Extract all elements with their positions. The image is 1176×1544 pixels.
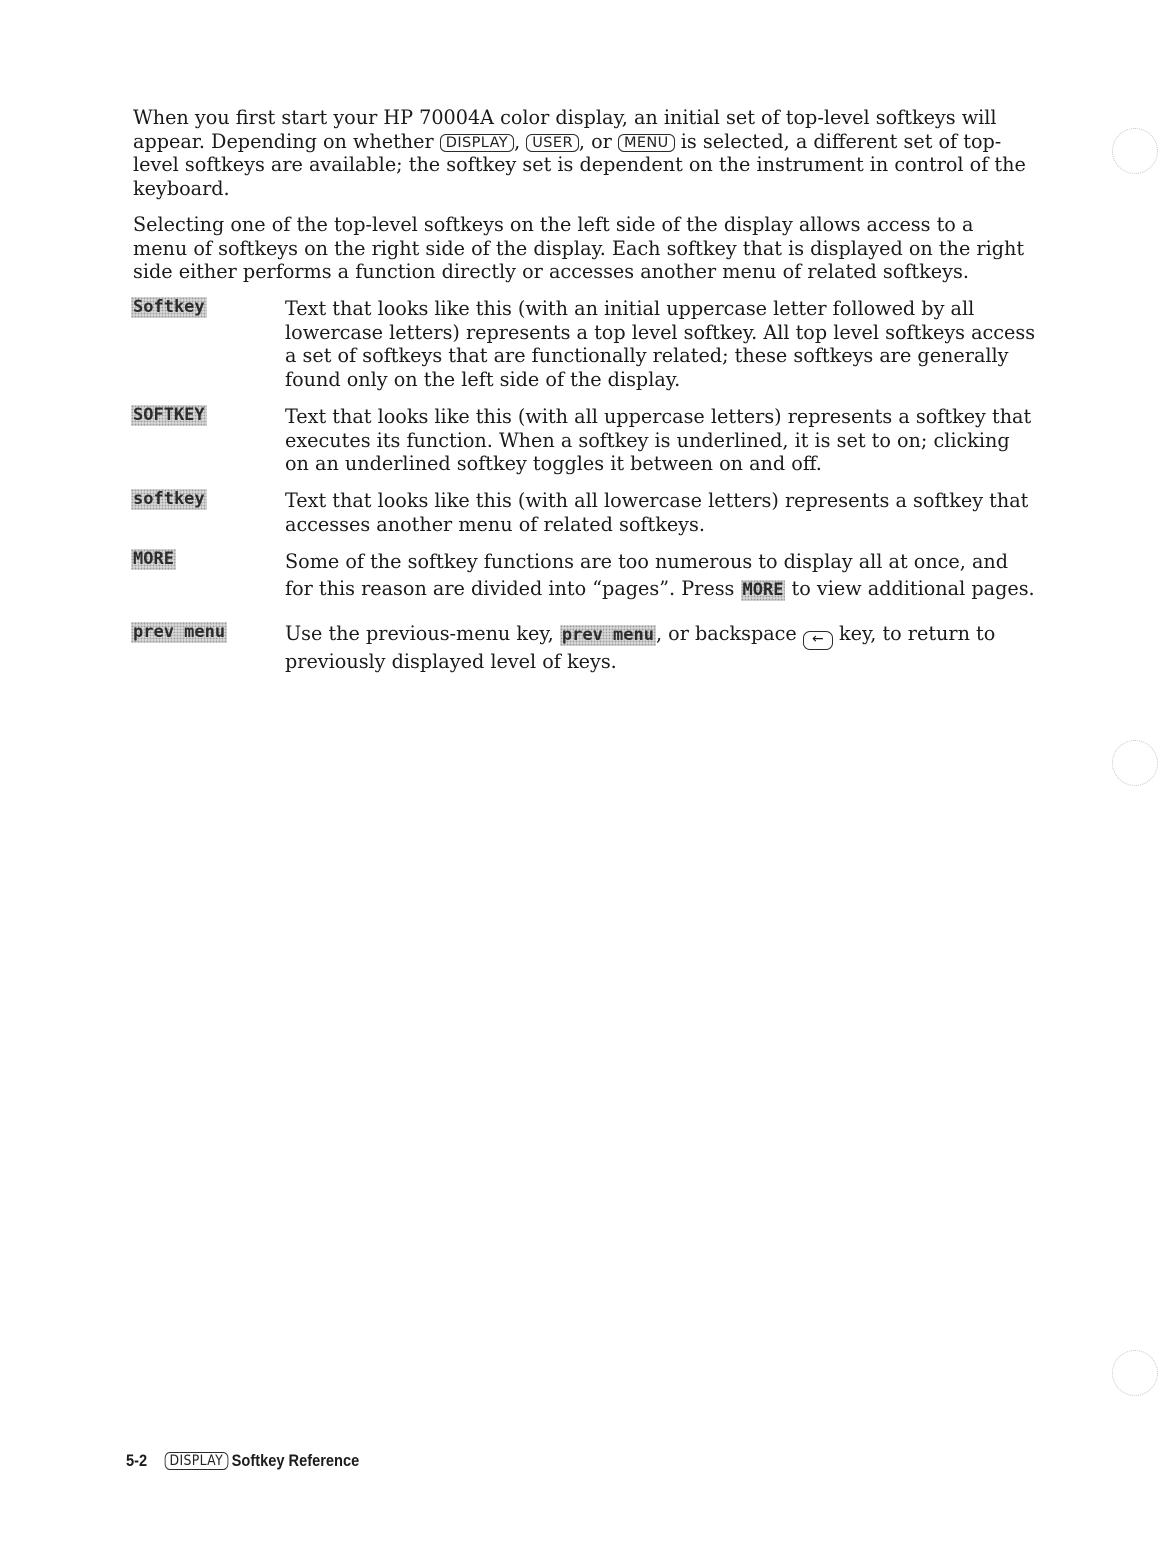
definition-prev-menu	[285, 622, 1037, 674]
footer-display-hardkey: DISPLAY	[164, 1452, 228, 1470]
intro-text: , or	[578, 129, 618, 153]
footer-title: Softkey Reference	[231, 1451, 360, 1470]
term-softkey-top-level: Softkey	[133, 297, 205, 317]
definition-more	[285, 548, 1037, 602]
intro-text: ,	[514, 129, 527, 153]
term-more: MORE	[133, 549, 174, 569]
intro-paragraph-1	[133, 106, 1033, 200]
definition-softkey-uppercase: Text that looks like this (with all uppercase letters) represents a softkey that executes its function. When a softkey is underlined, it is set to on; clicking on an underlined softkey toggles it between on and off.	[285, 405, 1032, 475]
intro-text: is selected, a different set of top-level softkeys are available; the softkey set is dependent on the instrument in control of the keyboard.	[133, 129, 1026, 200]
term-softkey-uppercase: SOFTKEY	[133, 405, 205, 425]
page-footer	[126, 1450, 359, 1472]
intro-paragraph-2: Selecting one of the top-level softkeys on the left side of the display allows access to a menu of softkeys on the right side of the display. Each softkey that is displayed on the right side either performs a function directly or accesses another menu of related softkeys.	[133, 213, 1025, 283]
term-prev-menu: prev menu	[133, 622, 226, 642]
definition-text: key, to return to previously displayed level of keys.	[285, 622, 996, 673]
page-number: 5-2	[126, 1451, 148, 1470]
inline-more-key: MORE	[742, 580, 784, 600]
display-hardkey: DISPLAY	[440, 134, 514, 152]
definition-softkey-top-level: Text that looks like this (with an initial uppercase letter followed by all lowercase letters) represents a top level softkey. All top level softkeys access a set of softkeys that are functionally related; these softkeys are generally found only on the left side of the display.	[285, 297, 1036, 391]
definition-text: Use the previous-menu key,	[285, 622, 560, 645]
definition-softkey-lowercase: Text that looks like this (with all lowercase letters) represents a softkey that accesses another menu of related softkeys.	[285, 489, 1029, 536]
definition-text: to view additional pages.	[785, 577, 1035, 600]
punch-hole	[1112, 128, 1158, 174]
user-hardkey: USER	[526, 134, 579, 152]
definition-text: , or backspace	[655, 622, 803, 645]
term-softkey-lowercase: softkey	[133, 489, 205, 509]
menu-hardkey: MENU	[618, 134, 675, 152]
punch-hole	[1112, 740, 1158, 786]
backspace-key-icon: ←	[803, 631, 833, 650]
inline-prev-menu-key: prev menu	[561, 625, 654, 645]
punch-hole	[1112, 1350, 1158, 1396]
definition-text: Some of the softkey functions are too numerous to display all at once, and for this reason are divided into “pages”. Press	[285, 550, 1009, 600]
intro-text: When you first start your HP 70004A color display, an initial set of top-level softkeys will appear. Depending on whether	[133, 106, 997, 153]
